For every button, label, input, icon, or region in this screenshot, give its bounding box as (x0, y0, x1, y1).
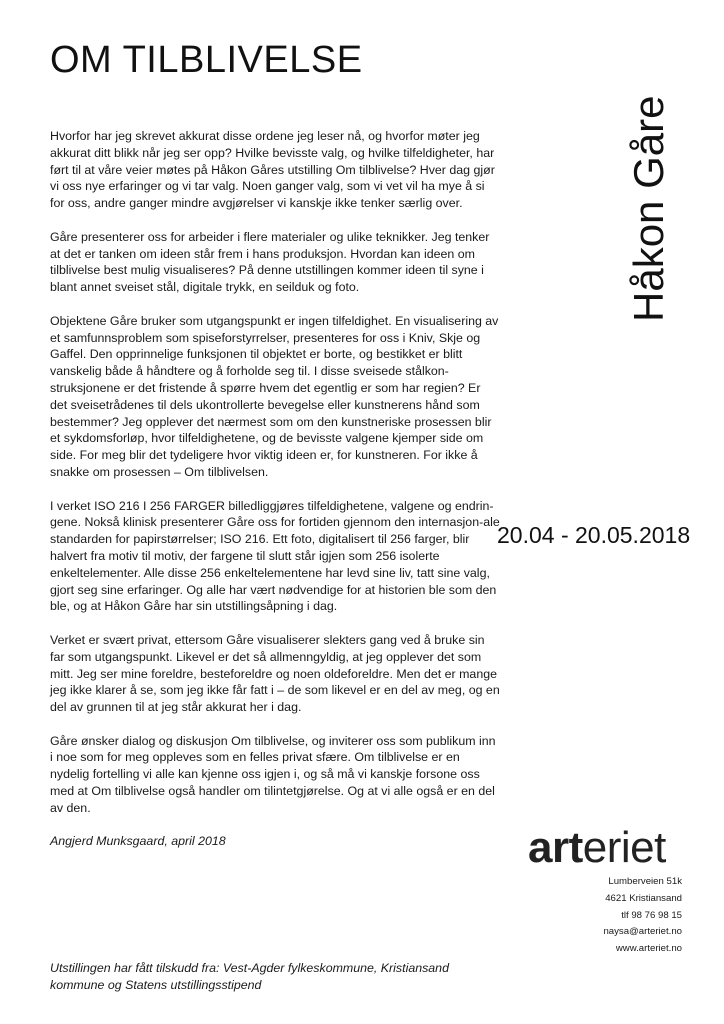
arteriet-logo (528, 823, 666, 872)
exhibition-dates: 20.04 - 20.05.2018 (497, 522, 691, 548)
article-paragraph: I verket ISO 216 I 256 FARGER billedliggjøres tilfeldighetene, valgene og endrin-gene. Nokså klinisk presenterer Gåre oss for fortiden gjennom den internasjon-ale standarden for papirstørrelser; ISO 216. Ett foto, digitalisert til 256 farger, blir halvert fra motiv til motiv, der fargene til slutt står igjen som 256 isolerte enkeltelementer. Alle disse 256 enkeltelementene har levd sine liv, tatt sine valg, gjort seg sine erfaringer. Og alle har vært nødvendige for at historien ble som den ble, og at Håkon Gåre har sin utstillingsåpning i dag. (50, 498, 500, 614)
contact-postal: 4621 Kristiansand (605, 892, 682, 904)
funding-note: Utstillingen har fått tilskudd fra: Vest-Agder fylkeskommune, Kristiansand kommune og Statens utstillingsstipend (50, 961, 449, 992)
contact-phone: tlf 98 76 98 15 (621, 909, 682, 921)
article-paragraph: Objektene Gåre bruker som utgangspunkt er ingen tilfeldighet. En visualisering av et samfunnsproblem som spiseforstyrrelser, presenteres for oss i Kniv, Skje og Gaffel. Den opprinnelige funksjonen til objektet er borte, og bestikket er blitt vanskelig både å håndtere og å forholde seg til. I disse sveisede stålkon-struksjonene er det fristende å spørre hvem det egentlig er som har regien? Er det sveisetrådenes til dels ukontrollerte bevegelse eller kunstnerens hånd som bestemmer? Jeg opplever det nærmest som om den kunstneriske prosessen blir et sykdomsforløp, hvor tilfeldighetene, og de bevisste valgene kjemper side om side. For meg blir det tydeligere hvor viktig ideen er, for kunstneren. For ikke å snakke om prosessen – Om tilblivelsen. (50, 313, 499, 479)
page-title: OM TILBLIVELSE (50, 39, 363, 81)
contact-email[interactable]: naysa@arteriet.no (603, 926, 682, 938)
author-signature: Angjerd Munksgaard, april 2018 (50, 834, 226, 849)
article-paragraph: Gåre ønsker dialog og diskusjon Om tilblivelse, og inviterer oss som publikum inn i noe som for meg oppleves som en felles privat sfære. Om tilblivelse er en nydelig fortelling vi alle kan kjenne oss igjen i, og så må vi kanskje forsone oss med at Om tilblivelse også handler om tilintetgjørelse. Og at vi alle også er en del av den. (50, 733, 496, 815)
contact-website[interactable]: www.arteriet.no (615, 943, 682, 955)
article-paragraph: Verket er svært privat, ettersom Gåre visualiserer slekters gang ved å bruke sin far som utgangspunkt. Likevel er det så allmenngyldig, at jeg opplever det som mitt. Jeg ser mine foreldre, besteforeldre og noen oldeforeldre. Men det er mange jeg ikke klarer å se, som jeg ikke får fatt i – de som likevel er en del av meg, og en del av grunnen til at jeg står akkurat her i dag. (50, 632, 500, 715)
logo-bold-part: art (528, 823, 583, 872)
article-paragraph: Gåre presenterer oss for arbeider i flere materialer og ulike teknikker. Jeg tenker at det er tanken om ideen står frem i hans produksjon. Hvordan kan ideen om tilblivelse best mulig visualiseres? På denne utstillingen kommer ideen til syne i blant annet sveiset stål, digitale trykk, en seilduk og foto. (50, 229, 490, 295)
contact-info (603, 874, 682, 958)
artist-name: Håkon Gåre (625, 95, 672, 322)
contact-street: Lumberveien 51k (608, 876, 682, 887)
article-paragraph: Hvorfor har jeg skrevet akkurat disse ordene jeg leser nå, og hvorfor møter jeg akkurat ditt blikk når jeg ser opp? Hvilke bevisste valg, og hvilke tilfeldigheter, har ført til at våre veier møtes på Håkon Gåres utstilling Om tilblivelse? Hver dag gjør vi oss nye erfaringer og vi tar valg. Noen ganger valg, som vi vet vil ha mye å si for oss, andre ganger mindre avgjørelser vi kanskje ikke tenker særlig over. (50, 129, 495, 211)
article-body (50, 128, 500, 867)
logo-light-part: eriet (582, 823, 666, 872)
